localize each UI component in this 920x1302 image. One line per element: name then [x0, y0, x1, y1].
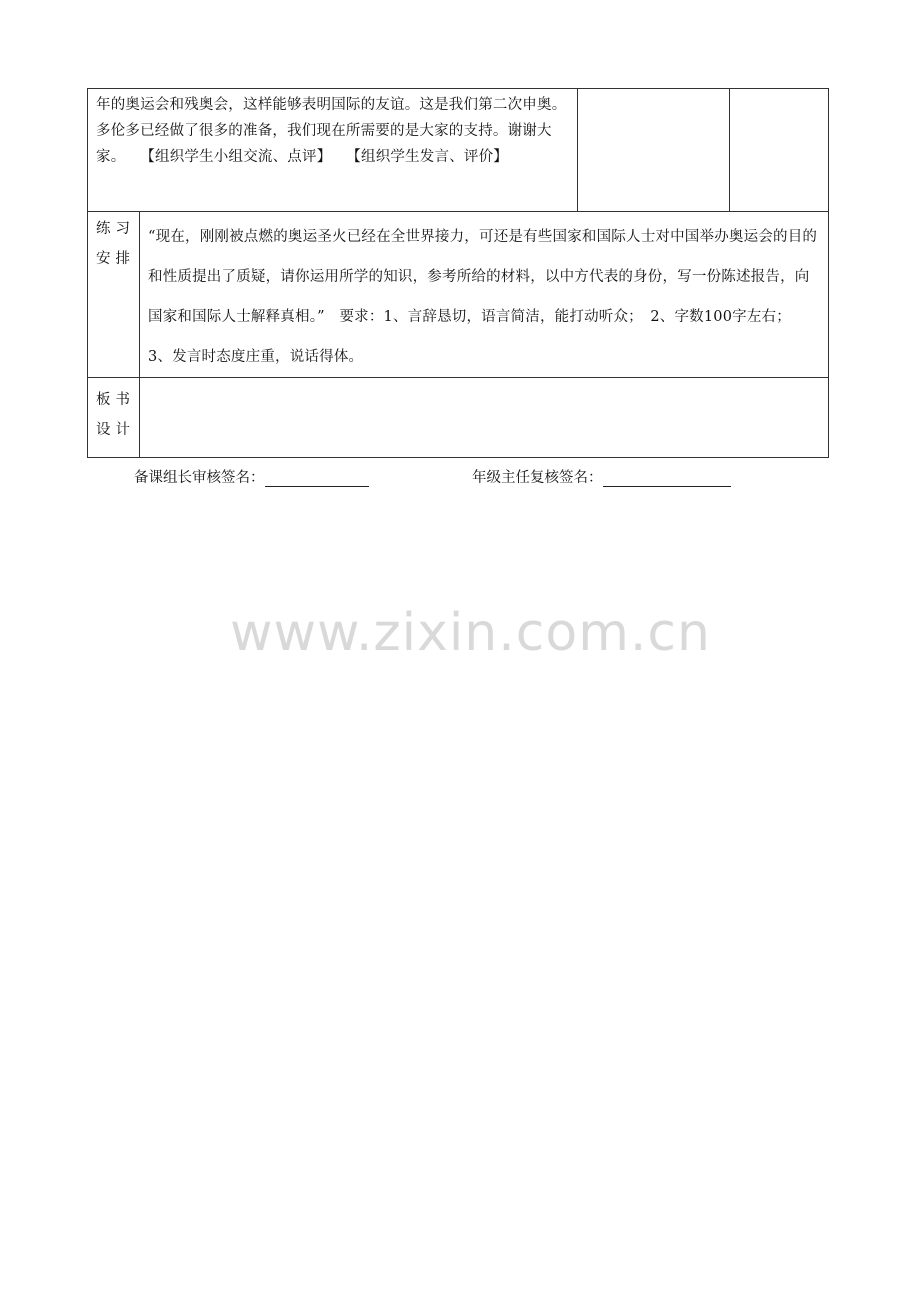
grade-director-signature-line[interactable]	[603, 470, 731, 487]
watermark: www.zixin.com.cn	[230, 603, 711, 663]
intro-text-cell	[88, 89, 578, 212]
table-row-practice	[88, 212, 829, 378]
board-content-cell	[140, 378, 829, 458]
grade-director-signature	[472, 466, 731, 487]
board-label-line1: 板书	[96, 392, 135, 408]
empty-cell-2	[730, 89, 829, 212]
practice-text: “现在，刚刚被点燃的奥运圣火已经在全世界接力，可还是有些国家和国际人士对中国举办奥运会的目的和性质提出了质疑，请你运用所学的知识，参考所给的材料，以中方代表的身份，写一份陈述报告，向国家和国际人士解释真相。” 要求：1、言辞恳切，语言简洁，能打动听众； 2、字数100字左右； 3、发言时态度庄重，说话得体。	[148, 229, 818, 365]
practice-label-line1: 练习	[96, 221, 135, 237]
group-leader-signature-line[interactable]	[265, 470, 369, 487]
group-leader-signature-label: 备课组长审核签名：	[134, 470, 265, 486]
group-leader-signature	[134, 466, 369, 487]
practice-content-cell	[140, 212, 829, 378]
practice-label-line2: 安排	[96, 251, 135, 267]
board-label-cell	[88, 378, 140, 458]
lesson-plan-table	[87, 88, 829, 458]
table-row-board	[88, 378, 829, 458]
intro-text: 年的奥运会和残奥会，这样能够表明国际的友谊。这是我们第二次申奥。多伦多已经做了很多的准备，我们现在所需要的是大家的支持。谢谢大家。 【组织学生小组交流、点评】 【组织学生发言、评价】	[96, 97, 567, 165]
grade-director-signature-label: 年级主任复核签名：	[472, 470, 603, 486]
practice-label-cell	[88, 212, 140, 378]
empty-cell-1	[578, 89, 730, 212]
board-label-line2: 设计	[96, 422, 135, 438]
table-row-intro	[88, 89, 829, 212]
